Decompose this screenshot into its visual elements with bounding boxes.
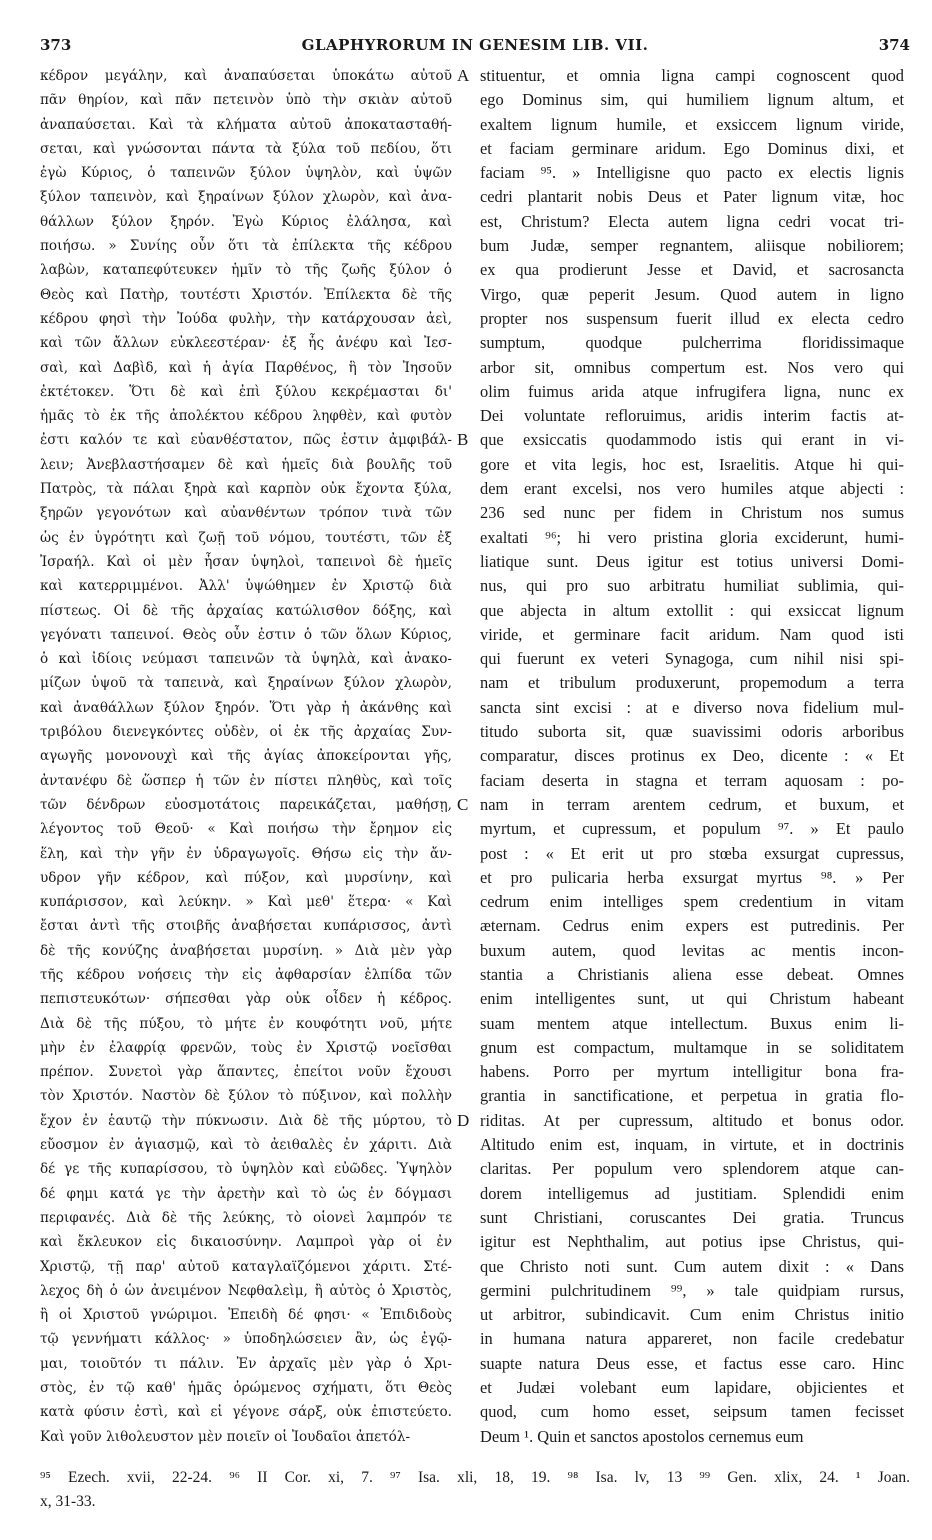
latin-line: claritas. Per populum vero splendorem atque can- (480, 1159, 904, 1179)
greek-line: Θεὸς καὶ Πατὴρ, τουτέστι Χριστόν. Ἐπίλεκτα δὲ τῆς (40, 286, 452, 303)
greek-line: τῷ γεννήματι κάλλος· » ὑποδηλώσειεν ἂν, ὡς ἐγῷ- (40, 1331, 452, 1348)
latin-line: dem erant excelsi, nos vero humiles atque abjecti : (480, 479, 904, 499)
footnotes (40, 1466, 910, 1514)
latin-line: que exsiccatis quodammodo istis qui erant in vi- (480, 430, 904, 450)
greek-line: δέ φημι κατά γε τὴν ἀρετὴν καὶ τὸ ὡς ἐν δόγμασι (40, 1185, 452, 1202)
latin-line: igitur est Nephthalim, aut potius ipse Christus, qui- (480, 1232, 904, 1252)
greek-line: τριβόλου διενεγκόντες οὐδὲν, οἱ ἐκ τῆς ἀρχαίας Συν- (40, 724, 452, 741)
latin-line: Virgo, quæ peperit Jesum. Quod autem in ligno (480, 284, 904, 304)
latin-line: cedri plantarit nobis Deus et Pater lignum vitæ, hoc (480, 187, 904, 207)
latin-line: sancta sint excisi : at e diverso nova fidelium mul- (480, 697, 904, 717)
latin-line: dorem intelligemus ad justitiam. Splendidi enim (480, 1183, 904, 1203)
greek-line: Διὰ δὲ τῆς πύξου, τὸ μήτε ἐν κουφότητι νοῦ, μήτε (40, 1015, 452, 1032)
greek-line: κέδρον μεγάλην, καὶ ἀναπαύσεται ὑποκάτω αὐτοῦ (40, 68, 452, 84)
page-number-right: 374 (878, 36, 910, 54)
greek-line: ἔσται ἀντὶ τῆς στοιβῆς ἀναβήσεται κυπάρισσος, ἀντὶ (40, 918, 452, 935)
greek-line: ὡς ἐν ὑγρότητι καὶ ζωῇ τοῦ νόμου, τουτέστι, τῶν ἐξ (40, 529, 452, 546)
greek-line: καὶ ἀναθάλλων ξύλον ξηρόν. Ὅτι γὰρ ἡ ἀκάνθης καὶ (40, 699, 452, 716)
latin-line: enim intelligentes sunt, ut qui Christum habeant (480, 989, 904, 1009)
greek-line: περιφανές. Διὰ δὲ τῆς λεύκης, τὸ οἱονεὶ λαμπρόν τε (40, 1209, 452, 1226)
latin-line: æternam. Cedrus enim expers est putredinis. Per (480, 916, 904, 936)
latin-line: ego Dominus sim, qui humiliem lignum altum, et (480, 90, 904, 110)
latin-line: nam et tribulum produxerunt, propemodum a terra (480, 673, 904, 693)
greek-line: δὲ τῆς κονύζης ἀναβήσεται μυρσίνη. » Διὰ μὲν γὰρ (40, 942, 452, 959)
greek-line: καὶ ἔκλευκον εἰς δικαιοσύνην. Λαμπροὶ γὰρ οἱ ἐν (40, 1234, 452, 1251)
latin-line: faciam ⁹⁵. » Intelligisne quo pacto ex electis lignis (480, 163, 904, 183)
greek-line: τῆς κέδρου νοήσεις τὴν εἰς ἀφθαρσίαν ἐλπίδα τῶν (40, 966, 452, 983)
greek-line: ἐκτέτοκεν. Ὅτι δὲ καὶ ἐπὶ ξύλου κεκρέμασται δι' (40, 383, 452, 400)
latin-line: et pro pulicaria herba exsurgat myrtus ⁹⁸. » Per (480, 867, 904, 887)
latin-line: liatique sunt. Deus igitur est totius universi Domi- (480, 551, 904, 571)
greek-line: πᾶν θηρίον, καὶ πᾶν πετεινὸν ὑπὸ τὴν σκιὰν αὐτοῦ (40, 92, 452, 109)
page-number-left: 373 (40, 36, 72, 54)
latin-line: buxum autem, quod levitas ac mentis incon- (480, 940, 904, 960)
greek-line: Ἰσραήλ. Καὶ οἱ μὲν ἦσαν ὑψηλοὶ, ταπεινοὶ δὲ ἡμεῖς (40, 553, 452, 570)
greek-line: πεπιστευκότων· σήπεσθαι γὰρ οὐκ οἶδεν ἡ κέδρος. (40, 991, 452, 1008)
greek-line: τῶν δένδρων εὐοσμοτάτοις παρεικάζεται, μαθήσῃ, (40, 796, 452, 813)
greek-line: σαὶ, καὶ Δαβὶδ, καὶ ἡ ἁγία Παρθένος, ἣ τὸν Ἰησοῦν (40, 359, 452, 376)
greek-line: Πατρὸς, τὰ πάλαι ξηρὰ καὶ καρπὸν οὐκ ἔχοντα ξύλα, (40, 481, 452, 498)
latin-line: olim fuimus arida atque infrugifera ligna, nunc ex (480, 381, 904, 401)
greek-line: ἢ οἱ Χριστοῦ γνώριμοι. Ἐπειδὴ δέ φησι· « Ἐπιδιδοὺς (40, 1307, 452, 1324)
greek-line: ἀντανέφυ δὲ ὥσπερ ἡ τῶν ἐν πίστει πληθὺς, καὶ τοῖς (40, 772, 452, 789)
latin-line: sunt Christiani, coruscantes Dei gratia. Truncus (480, 1207, 904, 1227)
greek-line: πίστεως. Οἱ δὲ τῆς ἀρχαίας κατώλισθον δόξης, καὶ (40, 602, 452, 619)
latin-line: propter nos suspensum fuerit illud ex electa cedro (480, 308, 904, 328)
greek-line: λέγοντος τοῦ Θεοῦ· « Καὶ ποιήσω τὴν ἔρημον εἰς (40, 821, 452, 838)
latin-line: bum Judæ, semper regnantem, aliisque nobiliorem; (480, 236, 904, 256)
margin-marker-a: A (457, 66, 470, 85)
latin-line: titudo suborta sit, quæ suavissimi odoris arboribus (480, 722, 904, 742)
latin-line: faciam deserta in stagna et terram aquosam : po- (480, 770, 904, 790)
page-header (40, 30, 910, 60)
greek-line: ὁ καὶ ἰδίοις νεύμασι ταπεινῶν τὰ ὑψηλὰ, καὶ ἀνακο- (40, 651, 452, 668)
latin-line: viride, et germinare facit aridum. Nam quod isti (480, 624, 904, 644)
latin-line: Dei voluntate refloruimus, aridis interim factis at- (480, 406, 904, 426)
greek-line: ἡμᾶς τὸ ἐκ τῆς ἀπολέκτου κέδρου ληφθὲν, καὶ φυτὸν (40, 408, 452, 425)
latin-line: myrtum, et cupressum, et populum ⁹⁷. » Et paulo (480, 819, 904, 839)
greek-line: λαβὼν, καταπεφύτευκεν ἡμῖν τὸ τῆς ζωῆς ξύλον ὁ (40, 262, 452, 279)
latin-line: riditas. At per cupressum, altitudo et bonus odor. (480, 1110, 904, 1130)
greek-line: καὶ τῶν ἄλλων εὐκλεεστέραν· ἐξ ἧς ἀνέφυ καὶ Ἰεσ- (40, 335, 452, 352)
latin-line: Altitudo enim est, inquam, in virtute, et in doctrinis (480, 1135, 904, 1155)
greek-line: ἀναπαύσεται. Καὶ τὰ κλήματα αὐτοῦ ἀποκατασταθή- (40, 116, 452, 133)
greek-line: δέ γε τῆς κυπαρίσσου, τὸ ὑψηλὸν καὶ εὐῶδες. Ὑψηλὸν (40, 1161, 452, 1178)
footnote: ⁹⁵ Ezech. xvii, 22-24. ⁹⁶ II Cor. xi, 7. ⁹⁷ Isa. xli, 18, 19. ⁹⁸ Isa. lv, 13 ⁹⁹ Gen. xlix, 24. ¹ Joan. (40, 1469, 910, 1486)
greek-line: σεται, καὶ γνώσονται πάντα τὰ ξύλα τοῦ πεδίου, ὅτι (40, 140, 452, 157)
latin-line: sumptum, quodque pulcherrima floridissimaque (480, 333, 904, 353)
greek-line: Καὶ γοῦν λιθολευστον μὲν ποιεῖν οἱ Ἰουδαῖοι ἀπετόλ- (40, 1428, 411, 1445)
greek-line: ἔχον ἐν ἑαυτῷ τὴν πύκνωσιν. Διὰ δὲ τῆς μύρτου, τὸ (40, 1112, 452, 1129)
latin-line: suam mentem atque intellectum. Buxus enim li- (480, 1013, 904, 1033)
running-title: GLAPHYRORUM IN GENESIM LIB. VII. (301, 36, 649, 54)
latin-line: que Christo noti sunt. Cum autem dixit : « Dans (480, 1256, 904, 1276)
greek-line: ξηρῶν γεγονότων καὶ αὐανθέντων τρόπον τινὰ τῶν (40, 505, 452, 522)
latin-column (480, 64, 904, 1449)
latin-line: exaltem lignum humile, et exsiccem lignum viride, (480, 114, 904, 134)
greek-column (40, 64, 452, 1449)
greek-line: κατὰ φύσιν ἐστὶ, καὶ εἰ γέγονε σάρξ, οὐκ ἐπιστεύετο. (40, 1404, 452, 1421)
greek-line: εὔοσμον ἐν ἁγιασμῷ, καὶ τὸ ἀειθαλὲς ἐν χάριτι. Διὰ (40, 1137, 452, 1154)
latin-line: gnum est compactum, multamque in se soliditatem (480, 1037, 904, 1057)
latin-line: cedrum enim intelliges spem credentium in vitam (480, 892, 904, 912)
latin-line: stituentur, et omnia ligna campi cognoscent quod (480, 66, 904, 85)
greek-line: ξύλον ταπεινὸν, καὶ ξηραίνων ξύλον χλωρὸν, καὶ ἀνα- (40, 189, 452, 206)
greek-line: πρέπον. Συνετοὶ γὰρ ἅπαντες, ἐπείτοι νοῦν ἔχουσι (40, 1064, 452, 1081)
latin-line: grantia in sanctificatione, et perpetua in gratia flo- (480, 1086, 904, 1106)
margin-marker-c: C (457, 795, 469, 814)
latin-line: gore et vita legis, hoc est, Israelitis. Atque hi qui- (480, 454, 904, 474)
latin-line: in humana natura appareret, non facile credebatur (480, 1329, 904, 1349)
latin-line: habens. Porro per myrtum intelligitur bona fra- (480, 1062, 904, 1082)
footnote: x, 31-33. (40, 1493, 96, 1510)
latin-line: et faciam germinare aridum. Ego Dominus dixi, et (480, 138, 904, 158)
latin-line: ex qua prodierunt Jesse et David, et sacrosancta (480, 260, 904, 280)
greek-line: Χριστῷ, τῇ παρ' αὐτοῦ καταγλαϊζόμενοι χάριτι. Στέ- (40, 1258, 452, 1275)
latin-line: comparatur, disces protinus ex Deo, dicente : « Et (480, 746, 904, 766)
latin-line: germini pulchritudinem ⁹⁹, » tale quidpiam rursus, (480, 1280, 904, 1300)
greek-line: μαι, τοιοῦτόν τι πάλιν. Ἐν ἀρχαῖς μὲν γὰρ ὁ Χρι- (40, 1355, 452, 1372)
greek-line: γεγόνατι ταπεινοί. Θεὸς οὖν ἐστιν ὁ τῶν ὅλων Κύριος, (40, 626, 452, 643)
latin-line: Deum ¹. Quin et sanctos apostolos cernemus eum (480, 1426, 804, 1446)
latin-line: suapte natura Deus esse, et factus esse caro. Hinc (480, 1353, 904, 1373)
greek-line: μίζων ὑψοῦ τὰ ταπεινὰ, καὶ ξηραίνων ξύλον χλωρὸν, (40, 675, 452, 692)
greek-line: μὴν ἐν ἐλαφρίᾳ φρενῶν, τοὺς ἐν Χριστῷ νοεῖσθαι (40, 1039, 452, 1056)
greek-line: στὸς, ἐν τῷ καθ' ἡμᾶς ὁρώμενος σχήματι, ὅτι Θεὸς (40, 1380, 452, 1397)
greek-line: αγωγῆς μονονουχὶ καὶ τῆς ἁγίας ἀποκείρονται γῆς, (40, 748, 452, 765)
latin-line: 236 sed nunc per fidem in Christum nos sumus (480, 503, 904, 523)
greek-line: λειν; Ἀνεβλαστήσαμεν δὲ καὶ ἡμεῖς διὰ βουλῆς τοῦ (40, 456, 452, 473)
latin-line: qui fuerunt ex veteri Synagoga, cum nihil nisi spi- (480, 649, 904, 669)
greek-line: ἐστι καλόν τε καὶ εὐανθέστατον, πῶς ἐστιν ἀμφιβάλ- (40, 432, 452, 449)
latin-line: nus, qui pro suo arbitratu humiliat sublimia, qui- (480, 576, 904, 596)
latin-line: quod, cum homo esset, seipsum tamen fecisset (480, 1402, 904, 1422)
latin-line: stantia a Christianis aliena esse debeat. Omnes (480, 964, 904, 984)
greek-line: καὶ κατερριμμένοι. Ἀλλ' ὑψώθημεν ἐν Χριστῷ διὰ (40, 578, 452, 595)
greek-line: ἐγὼ Κύριος, ὁ ταπεινῶν ξύλον ὑψηλὸν, καὶ ὑψῶν (40, 165, 452, 182)
greek-line: ποιήσω. » Συνίης οὖν ὅτι τὰ ἐπίλεκτα τῆς κέδρου (40, 238, 452, 255)
margin-marker-b: B (457, 430, 469, 449)
latin-line: ut arbitror, subindicavit. Cum enim Christus initio (480, 1305, 904, 1325)
latin-line: arbor sit, omnibus compertum est. Nos vero qui (480, 357, 904, 377)
latin-line: post : « Et erit ut pro stœba exsurgat cupressus, (480, 843, 904, 863)
greek-line: κέδρου φησὶ τὴν Ἰούδα φυλὴν, τὴν κατάρχουσαν ἀεὶ, (40, 310, 452, 327)
greek-line: λεχος δὴ ὁ ὡν ἀνειμένον Νεφθαλεὶμ, ἢ αὐτὸς ὁ Χριστὸς, (40, 1282, 452, 1299)
latin-line: et Judæi volebant eum lapidare, objicientes et (480, 1378, 904, 1398)
greek-line: κυπάρισσον, καὶ λεύκην. » Καὶ μεθ' ἕτερα· « Καὶ (40, 894, 452, 911)
greek-line: τὸν Χριστόν. Ναστὸν δὲ ξύλον τὸ πύξινον, καὶ πολλὴν (40, 1088, 452, 1105)
latin-line: est, Christum? Electa autem ligna cedri vocat tri- (480, 211, 904, 231)
greek-line: υδρον γῆν κέδρον, καὶ πύξον, καὶ μυρσίνην, καὶ (40, 869, 452, 886)
greek-line: ἕλη, καὶ τὴν γῆν ἐν ὑδραγωγοῖς. Θήσω εἰς τὴν ἄν- (40, 845, 452, 862)
margin-marker-d: D (457, 1111, 470, 1130)
latin-line: que abjecta in altum extollit : qui exsiccat lignum (480, 600, 904, 620)
latin-line: nam in terram arentem cedrum, et buxum, et (480, 794, 904, 814)
greek-line: θάλλων ξύλον ξηρόν. Ἐγὼ Κύριος ἐλάλησα, καὶ (40, 213, 452, 230)
latin-line: exaltati ⁹⁶; hi vero pristina gloria exciderunt, humi- (480, 527, 904, 547)
